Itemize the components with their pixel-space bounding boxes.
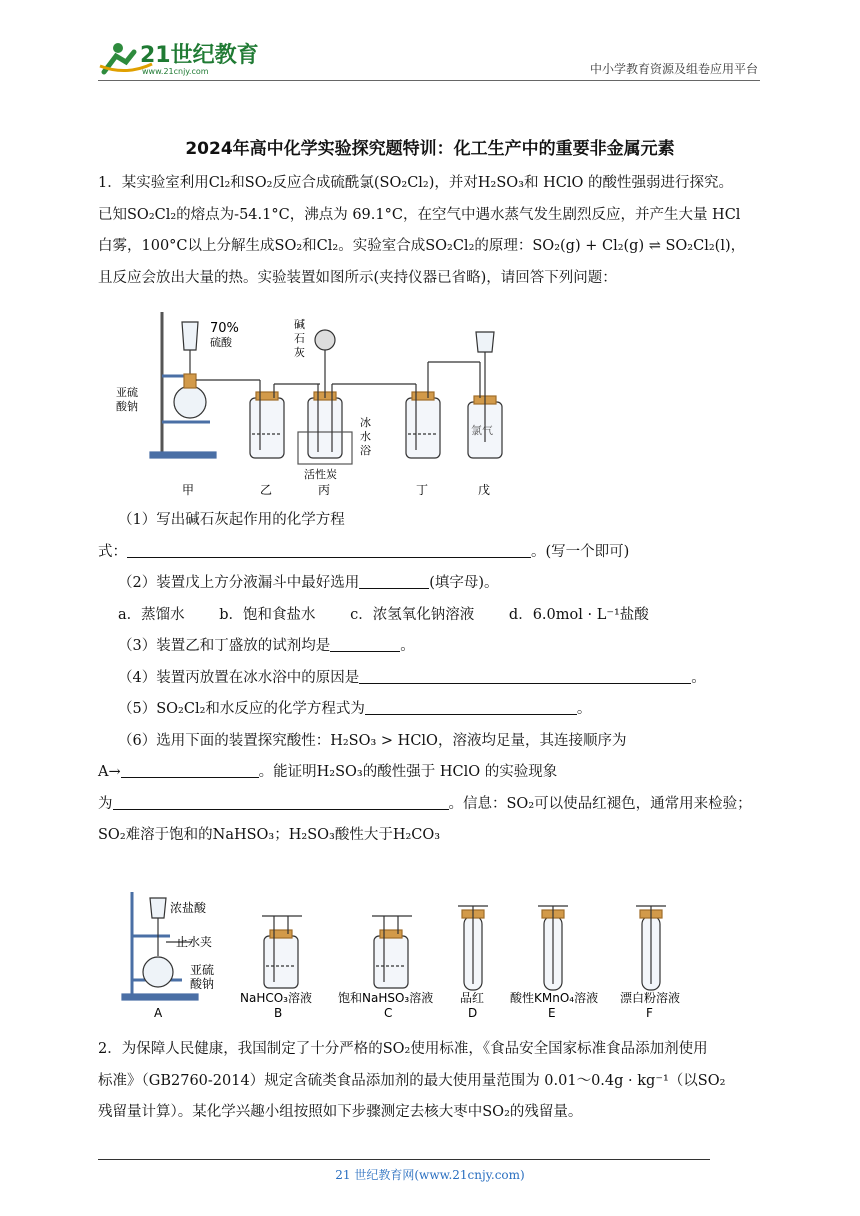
- sub6-prefix-c: 为: [98, 795, 113, 812]
- sub5-suffix: 。: [576, 701, 592, 717]
- sub1-line-b: [98, 537, 762, 569]
- q1-line: 且反应会放出大量的热。实验装置如图所示(夹持仪器已省略)，请回答下列问题：: [98, 269, 617, 286]
- sub2-options: [98, 600, 762, 632]
- site-logo: [96, 36, 266, 78]
- sub1-suffix: 。(写一个即可): [531, 543, 630, 560]
- sub1-line-a: （1）写出碱石灰起作用的化学方程: [118, 512, 345, 528]
- q1-line: 已知SO₂Cl₂的熔点为-54.1°C，沸点为 69.1°C，在空气中遇水蒸气发生剧烈反应，并产生大量 HCl: [98, 206, 741, 223]
- label-conc-hcl: 浓盐酸: [170, 901, 207, 915]
- sub4-line: [98, 663, 762, 695]
- sub6-prefix-b: A→: [98, 764, 121, 780]
- q2-line: 残留量计算）。某化学兴趣小组按照如下步骤测定去核大枣中SO₂的残留量。: [98, 1104, 583, 1120]
- page-title: 2024年高中化学实验探究题特训：化工生产中的重要非金属元素: [185, 139, 675, 159]
- sub2-prefix: （2）装置戊上方分液漏斗中最好选用: [118, 575, 360, 591]
- answer-blank-4[interactable]: [359, 669, 691, 684]
- option-d[interactable]: d．6.0mol · L⁻¹盐酸: [508, 606, 649, 623]
- sub6-line-a: （6）选用下面的装置探究酸性：H₂SO₃ > HClO，溶液均足量，其连接顺序为: [118, 732, 627, 749]
- caption-yi: 乙: [260, 483, 273, 497]
- label-soda-lime-2: 石: [294, 332, 305, 345]
- label-salt: 亚硫: [116, 386, 138, 399]
- label-chlorine: 氯气: [471, 424, 493, 437]
- label-acid-name: 硫酸: [210, 336, 232, 349]
- label-soda-lime-3: 灰: [294, 346, 305, 359]
- sub1-prefix: 式：: [98, 543, 127, 560]
- label-activated-carbon: 活性炭: [304, 468, 337, 481]
- name-b: NaHCO₃溶液: [240, 991, 312, 1005]
- q1-subquestions: [98, 505, 762, 852]
- letter-c: C: [384, 1006, 393, 1020]
- caption-jia: 甲: [182, 483, 195, 497]
- header-divider: [98, 80, 760, 81]
- sub6-line-c: [98, 789, 762, 821]
- footer-text[interactable]: 21 世纪教育网(www.21cnjy.com): [335, 1168, 525, 1182]
- footer-divider: [98, 1159, 710, 1160]
- name-d: 品红: [460, 991, 485, 1005]
- sub4-suffix: 。: [691, 669, 706, 686]
- label-clamp: 止水夹: [176, 935, 213, 949]
- label-ice-1: 冰: [360, 416, 371, 429]
- answer-blank-3[interactable]: [330, 637, 400, 652]
- answer-blank-1[interactable]: [127, 543, 531, 558]
- label-salt-2: 酸钠: [116, 400, 138, 413]
- option-a[interactable]: a．蒸馏水: [118, 606, 185, 623]
- letter-d: D: [468, 1006, 478, 1020]
- q1-line: 白雾，100°C以上分解生成SO₂和Cl₂。实验室合成SO₂Cl₂的原理：SO₂(g) + Cl₂(g) ⇌ SO₂Cl₂(l)，: [98, 238, 746, 254]
- letter-e: E: [548, 1006, 556, 1020]
- label-salt-2: 酸钠: [190, 977, 215, 991]
- caption-ding: 丁: [416, 483, 429, 497]
- label-soda-lime-1: 碱: [294, 318, 305, 331]
- sub2-line: [98, 568, 762, 600]
- q1-intro: [98, 168, 762, 294]
- sub4-prefix: （4）装置丙放置在冰水浴中的原因是: [118, 669, 360, 686]
- sub5-line: [98, 694, 762, 726]
- answer-blank-6a[interactable]: [121, 763, 259, 778]
- letter-b: B: [274, 1006, 283, 1020]
- caption-bing: 丙: [318, 483, 331, 497]
- sub3-line: [98, 631, 762, 663]
- label-acid-concentration: 70%: [210, 321, 239, 336]
- header-platform-name: 中小学教育资源及组卷应用平台: [589, 62, 758, 76]
- caption-wu: 戊: [478, 483, 491, 497]
- sub6-line-d: SO₂难溶于饱和的NaHSO₃；H₂SO₃酸性大于H₂CO₃: [98, 827, 441, 843]
- answer-blank-2[interactable]: [359, 574, 429, 589]
- letter-a: A: [154, 1006, 163, 1020]
- q2-line: 2．为保障人民健康，我国制定了十分严格的SO₂使用标准，《食品安全国家标准食品添加剂使用: [98, 1041, 708, 1057]
- logo-url: www.21cnjy.com: [142, 67, 209, 76]
- label-ice-2: 水: [360, 430, 371, 443]
- answer-blank-5[interactable]: [365, 700, 577, 715]
- q1-line: 1．某实验室利用Cl₂和SO₂反应合成硫酰氯(SO₂Cl₂)，并对H₂SO₃和 HClO 的酸性强弱进行探究。: [98, 175, 733, 191]
- option-c[interactable]: c．浓氢氧化钠溶液: [350, 606, 475, 623]
- sub6-line-b: [98, 757, 762, 789]
- letter-f: F: [646, 1006, 653, 1020]
- sub2-suffix: (填字母)。: [429, 575, 499, 591]
- name-e: 酸性KMnO₄溶液: [510, 991, 599, 1005]
- apparatus-figure-1: [110, 302, 520, 500]
- sub5-prefix: （5）SO₂Cl₂和水反应的化学方程式为: [118, 701, 365, 717]
- sub3-suffix: 。: [400, 638, 415, 654]
- sub6-suffix-b: 。能证明H₂SO₃的酸性强于 HClO 的实验现象: [258, 764, 558, 780]
- label-ice-3: 浴: [360, 444, 371, 457]
- q2-line: 标准》（GB2760-2014）规定含硫类食品添加剂的最大使用量范围为 0.01～0.4g · kg⁻¹（以SO₂: [98, 1072, 726, 1089]
- sub3-prefix: （3）装置乙和丁盛放的试剂均是: [118, 638, 331, 654]
- q2-text: [98, 1034, 762, 1129]
- name-f: 漂白粉溶液: [620, 991, 681, 1005]
- sub6-suffix-c: 。信息：SO₂可以使品红褪色，通常用来检验；: [448, 795, 752, 812]
- name-c: 饱和NaHSO₃溶液: [338, 991, 434, 1005]
- label-salt: 亚硫: [190, 963, 215, 977]
- answer-blank-6b[interactable]: [113, 795, 449, 810]
- option-b[interactable]: b．饱和食盐水: [219, 606, 316, 623]
- logo-text: 21世纪教育: [140, 43, 259, 68]
- apparatus-figure-2: [112, 886, 712, 1020]
